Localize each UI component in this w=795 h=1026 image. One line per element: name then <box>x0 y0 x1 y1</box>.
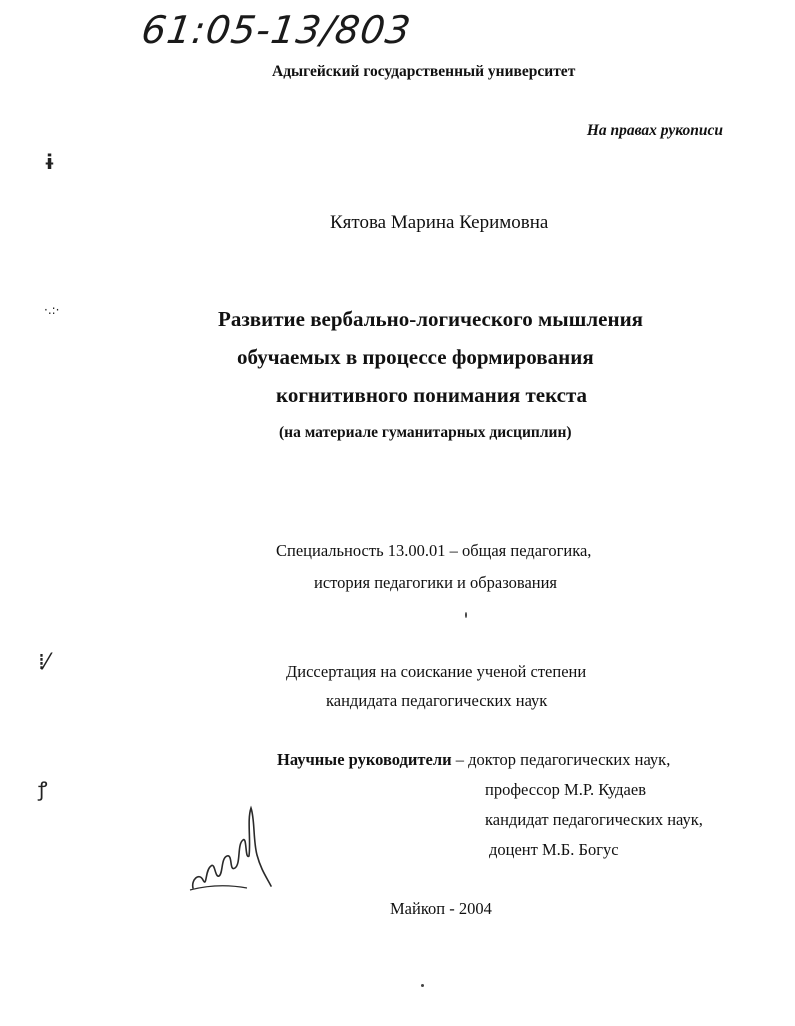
specialty-line-1: Специальность 13.00.01 – общая педагогика, <box>276 541 592 560</box>
university-name: Адыгейский государственный университет <box>272 63 576 80</box>
supervisors-line-1 <box>277 750 670 770</box>
supervisor-1-degree: – доктор педагогических наук, <box>451 750 671 769</box>
margin-mark-icon: ·.:· <box>44 303 60 317</box>
margin-mark-icon: ⁞⁄ <box>38 650 49 675</box>
supervisor-2-name: доцент М.Б. Богус <box>489 840 619 859</box>
margin-mark-icon: ꝭ <box>38 777 48 801</box>
place-and-year: Майкоп - 2004 <box>390 899 492 918</box>
margin-mark-icon: ɨ <box>44 150 55 174</box>
dissertation-title-line-3: когнитивного понимания текста <box>276 383 588 407</box>
dissertation-title-line-2: обучаемых в процессе формирования <box>237 345 594 369</box>
degree-line-1: Диссертация на соискание ученой степени <box>286 662 587 681</box>
degree-line-2: кандидата педагогических наук <box>326 691 548 710</box>
catalog-number-handwritten: 61:05-13/803 <box>138 8 415 52</box>
author-name: Кятова Марина Керимовна <box>330 212 549 233</box>
scan-speck <box>465 612 467 618</box>
signature-image <box>185 800 275 895</box>
supervisors-label: Научные руководители <box>277 750 452 769</box>
dissertation-subtitle: (на материале гуманитарных дисциплин) <box>279 424 572 441</box>
specialty-line-2: история педагогики и образования <box>314 573 558 592</box>
dissertation-title-line-1: Развитие вербально-логического мышления <box>218 307 644 331</box>
scan-speck <box>421 984 424 987</box>
supervisor-2-degree: кандидат педагогических наук, <box>485 810 703 829</box>
manuscript-rights-note: На правах рукописи <box>586 122 723 139</box>
supervisor-1-name: профессор М.Р. Кудаев <box>485 780 646 799</box>
